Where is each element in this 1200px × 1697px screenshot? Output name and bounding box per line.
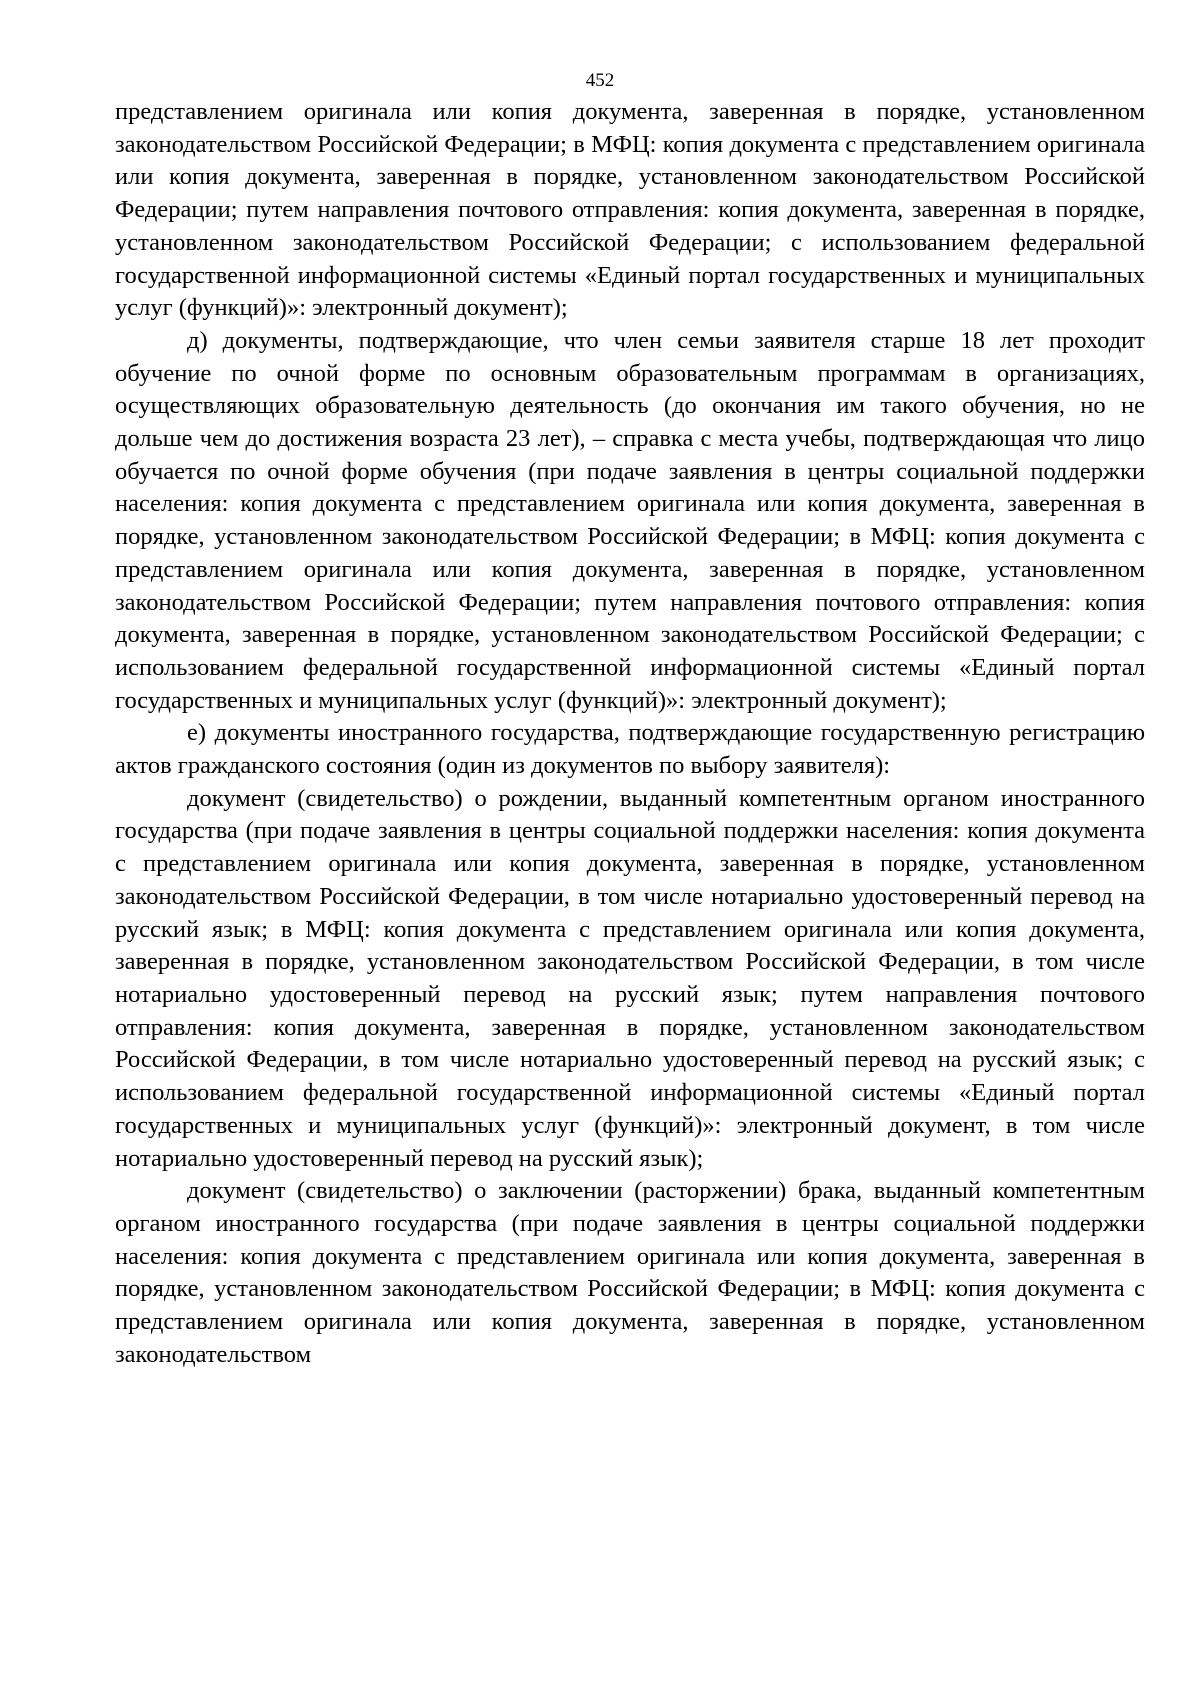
document-body	[115, 96, 1145, 1371]
paragraph-birth-certificate: документ (свидетельство) о рождении, выданный компетентным органом иностранного государства (при подаче заявления в центры социальной поддержки населения: копия документа с представлением оригинала или копия документа, заверенная в порядке, установленном законодательством Российской Федерации, в том числе нотариально удостоверенный перевод на русский язык; в МФЦ: копия документа с представлением оригинала или копия документа, заверенная в порядке, установленном законодательством Российской Федерации, в том числе нотариально удостоверенный перевод на русский язык; путем направления почтового отправления: копия документа, заверенная в порядке, установленном законодательством Российской Федерации, в том числе нотариально удостоверенный перевод на русский язык; с использованием федеральной государственной информационной системы «Единый портал государственных и муниципальных услуг (функций)»: электронный документ, в том числе нотариально удостоверенный перевод на русский язык);	[115, 784, 1145, 1172]
paragraph-marriage-certificate: документ (свидетельство) о заключении (расторжении) брака, выданный компетентным органом иностранного государства (при подаче заявления в центры социальной поддержки населения: копия документа с представлением оригинала или копия документа, заверенная в порядке, установленном законодательством Российской Федерации; в МФЦ: копия документа с представлением оригинала или копия документа, заверенная в порядке, установленном законодательством	[115, 1177, 1145, 1368]
paragraph-continuation: представлением оригинала или копия документа, заверенная в порядке, установленном законодательством Российской Федерации; в МФЦ: копия документа с представлением оригинала или копия документа, заверенная в порядке, установленном законодательством Российской Федерации; путем направления почтового отправления: копия документа, заверенная в порядке, установленном законодательством Российской Федерации; с использованием федеральной государственной информационной системы «Единый портал государственных и муниципальных услуг (функций)»: электронный документ);	[115, 98, 1145, 322]
paragraph-item-e: е) документы иностранного государства, подтверждающие государственную регистрацию актов гражданского состояния (один из документов по выбору заявителя):	[115, 719, 1145, 780]
paragraph-item-d: д) документы, подтверждающие, что член семьи заявителя старше 18 лет проходит обучение по очной форме по основным образовательным программам в организациях, осуществляющих образовательную деятельность (до окончания им такого обучения, но не дольше чем до достижения возраста 23 лет), – справка с места учебы, подтверждающая что лицо обучается по очной форме обучения (при подаче заявления в центры социальной поддержки населения: копия документа с представлением оригинала или копия документа, заверенная в порядке, установленном законодательством Российской Федерации; в МФЦ: копия документа с представлением оригинала или копия документа, заверенная в порядке, установленном законодательством Российской Федерации; путем направления почтового отправления: копия документа, заверенная в порядке, установленном законодательством Российской Федерации; с использованием федеральной государственной информационной системы «Единый портал государственных и муниципальных услуг (функций)»: электронный документ);	[115, 326, 1145, 714]
page-number: 452	[585, 70, 615, 91]
